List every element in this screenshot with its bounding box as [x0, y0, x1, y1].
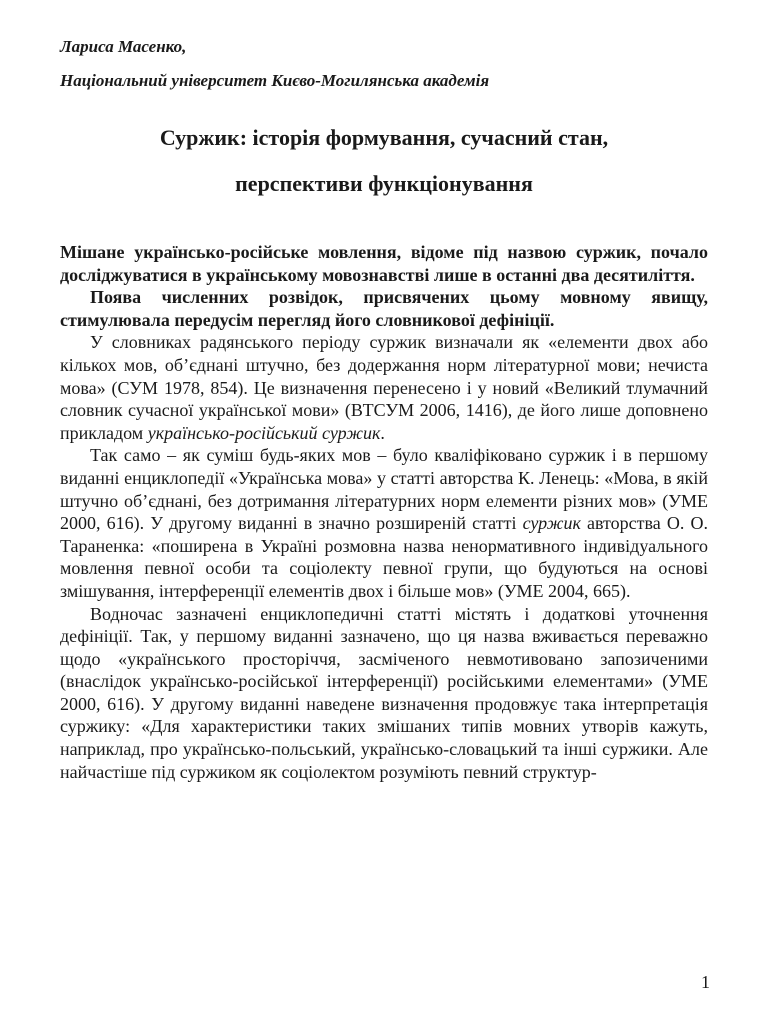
- paragraph-2: Поява численних розвідок, присвячених цьому мовному явищу, стимулювала передусім перегляд його словникової дефініції.: [60, 287, 708, 330]
- paragraph-1: Мішане українсько-російське мовлення, відоме під назвою суржик, почало досліджуватися в українському мовознавстві лише в останні два десятиліття.: [60, 242, 708, 285]
- author-name: Лариса Масенко,: [60, 37, 187, 56]
- paragraph-5: Водночас зазначені енциклопедичні статті містять і додаткові уточнення дефініції. Так, у першому виданні зазначено, що ця назва вживається переважно щодо «українського просторіччя, засміченого невмотивовано запозиченими (внаслідок українсько-російської інтерференції) російськими елементами» (УМЕ 2000, 616). У другому виданні наведене визначення продовжує така інтерпретація суржику: «Для характеристики таких змішаних типів мовних утворів кажуть, наприклад, про українсько-польський, українсько-словацький та інші суржики. Але найчастіше під суржиком як соціолектом розуміють певний структур-: [60, 603, 708, 782]
- paragraph-4-text: Так само – як суміш будь-яких мов – було кваліфіковано суржик і в першому виданні енциклопедії «Українська мова» у статті авторства К. Ленець: «Мова, в якій штучно об’єднані, без дотримання літературних норм елементи різних мов» (УМЕ 2000, 616). У другому виданні в значно розширеній статті: [60, 445, 708, 534]
- paragraph-3-end: .: [380, 422, 385, 443]
- paragraph-4-term: суржик: [522, 513, 581, 534]
- paragraph-4: [60, 444, 708, 602]
- author-affiliation: Національний університет Києво-Могилянська академія: [60, 71, 490, 90]
- article-title-line-2: перспективи функціонування: [235, 171, 533, 196]
- article-title-line-1: Суржик: історія формування, сучасний стан,: [159, 125, 609, 150]
- article-body: [60, 241, 708, 783]
- page-number: 1: [701, 972, 710, 992]
- paragraph-3-text: У словниках радянського періоду суржик визначали як «елементи двох або кількох мов, об’єднані штучно, без додержання норм літературної мови; нечиста мова» (СУМ 1978, 854). Це визначення перенесено і у новий «Великий тлумачний словник сучасної української мови» (ВТСУМ 2006, 1416), де його лише доповнено прикладом: [60, 332, 708, 443]
- paragraph-3-example: українсько-російський суржик: [147, 422, 381, 443]
- paragraph-4-end: авторства О. О. Тараненка: «поширена в Україні розмовна назва ненормативного індивідуального мовлення певної особи та соціолекту певної групи, що будуються на основі змішування, інтерференції елементів двох і більше мов» (УМЕ 2004, 665).: [60, 513, 709, 601]
- paragraph-3: [60, 331, 708, 444]
